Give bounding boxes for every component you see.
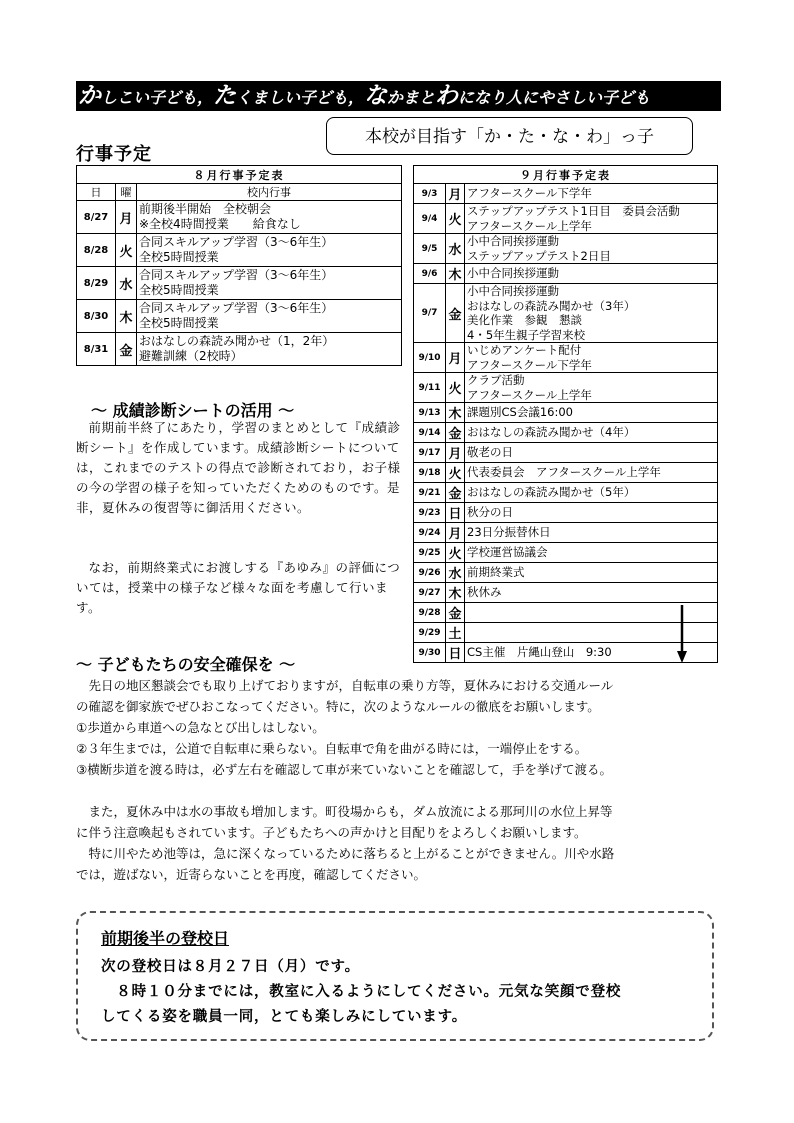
event-cell: [465, 343, 718, 373]
table-row: [414, 543, 718, 563]
event-line: 美化作業 参観 懇談: [467, 313, 582, 327]
event-line: ※全校4時間授業 給食なし: [139, 217, 301, 231]
safety-line: ①歩道から車道への急なとび出しはしない。: [76, 720, 325, 735]
event-line: 全校5時間授業: [139, 316, 219, 330]
event-date: 8/30: [77, 300, 116, 333]
school-slogan-banner: [76, 81, 721, 111]
safety-line: に伴う注意喚起もされています。子どもたちへの声かけと目配りをよろしくお願いします。: [76, 825, 587, 840]
event-cell: [137, 201, 402, 234]
event-weekday: 水: [116, 267, 137, 300]
event-weekday: 水: [446, 563, 465, 583]
event-line: CS主催 片縄山登山 9:30: [467, 645, 612, 660]
event-line: 秋分の日: [467, 505, 513, 520]
event-cell: [465, 523, 718, 543]
event-date: 9/29: [414, 623, 446, 643]
event-line: 小中合同挨拶運動: [467, 234, 559, 248]
slogan-segment: になり人にやさしい子ども: [458, 88, 651, 107]
event-date: 9/30: [414, 643, 446, 663]
event-cell: [465, 563, 718, 583]
table-row: [77, 300, 402, 333]
section-title-grade-sheet: ～ 成績診断シートの活用 ～: [91, 401, 295, 420]
slogan-segment: な: [364, 83, 388, 109]
august-table-caption: ８月行事予定表: [77, 166, 402, 184]
table-row: [77, 267, 402, 300]
safety-line: ②３年生までは，公道で自転車に乗らない。自転車で角を曲がる時には，一端停止をする。: [76, 741, 588, 756]
event-line: 合同スキルアップ学習（3～6年生）: [139, 235, 334, 249]
event-line: 合同スキルアップ学習（3～6年生）: [139, 301, 334, 315]
table-row: [77, 234, 402, 267]
event-line: いじめアンケート配付: [467, 343, 582, 357]
event-line: ステップアップテスト1日目 委員会活動: [467, 204, 680, 218]
event-cell: [465, 204, 718, 234]
table-row: [414, 373, 718, 403]
event-date: 8/29: [77, 267, 116, 300]
event-weekday: 木: [446, 583, 465, 603]
safety-line: ③横断歩道を渡る時は，必ず左右を確認して車が来ていないことを確認して，手を挙げて渡る。: [76, 762, 612, 777]
event-weekday: 金: [446, 284, 465, 343]
table-row: [414, 234, 718, 264]
event-line: おはなしの森読み聞かせ（4年）: [467, 425, 636, 440]
event-line: 合同スキルアップ学習（3～6年生）: [139, 268, 334, 282]
event-date: 9/7: [414, 284, 446, 343]
event-date: 9/25: [414, 543, 446, 563]
event-date: 9/6: [414, 264, 446, 284]
event-weekday: 日: [446, 643, 465, 663]
event-date: 9/28: [414, 603, 446, 623]
event-weekday: 火: [446, 543, 465, 563]
event-line: 全校5時間授業: [139, 283, 219, 297]
table-row: [414, 284, 718, 343]
event-line: 代表委員会 アフタースクール上学年: [467, 465, 661, 480]
event-date: 9/10: [414, 343, 446, 373]
event-date: 9/14: [414, 423, 446, 443]
table-row: [414, 463, 718, 483]
event-date: 8/28: [77, 234, 116, 267]
event-line: 前期後半開始 全校朝会: [139, 202, 272, 216]
event-line: アフタースクール上学年: [467, 218, 592, 233]
table-header: 曜: [116, 184, 137, 201]
event-date: 8/31: [77, 333, 116, 366]
event-cell: [137, 333, 402, 366]
table-row: [414, 483, 718, 503]
school-motto-box: 本校が目指す「か・た・な・わ」っ子: [326, 117, 693, 155]
event-weekday: 月: [446, 343, 465, 373]
event-cell: [465, 284, 718, 343]
event-weekday: 火: [116, 234, 137, 267]
table-row: [414, 264, 718, 284]
event-line: 秋休み: [467, 585, 502, 600]
notice-title: 前期後半の登校日: [101, 929, 230, 948]
event-cell: [465, 423, 718, 443]
event-date: 9/17: [414, 443, 446, 463]
table-row: [414, 443, 718, 463]
schedule-heading: 行事予定: [76, 144, 152, 165]
event-weekday: 金: [446, 603, 465, 623]
event-line: 小中合同挨拶運動: [467, 284, 559, 298]
event-line: 小中合同挨拶運動: [467, 266, 559, 281]
event-weekday: 月: [116, 201, 137, 234]
table-row: [414, 403, 718, 423]
event-line: 4・5年生親子学習来校: [467, 327, 586, 342]
table-row: [414, 204, 718, 234]
event-line: 学校運営協議会: [467, 545, 548, 560]
event-weekday: 火: [446, 463, 465, 483]
event-date: 9/26: [414, 563, 446, 583]
event-weekday: 木: [446, 264, 465, 284]
event-weekday: 月: [446, 523, 465, 543]
event-date: 9/5: [414, 234, 446, 264]
event-cell: [465, 583, 718, 603]
event-cell: [465, 543, 718, 563]
event-line: おはなしの森読み聞かせ（5年）: [467, 485, 636, 500]
event-cell: [465, 463, 718, 483]
table-row: [414, 603, 718, 623]
slogan-segment: くましい子ども，: [236, 88, 365, 107]
table-row: [77, 201, 402, 234]
notice-line: 次の登校日は８月２７日（月）です。: [101, 959, 360, 975]
event-date: 9/24: [414, 523, 446, 543]
event-date: 8/27: [77, 201, 116, 234]
table-row: [414, 643, 718, 663]
safety-text: [76, 676, 726, 886]
table-row: [414, 563, 718, 583]
event-line: 全校5時間授業: [139, 250, 219, 264]
event-date: 9/18: [414, 463, 446, 483]
table-row: [414, 583, 718, 603]
table-row: [414, 184, 718, 204]
table-header: 日: [77, 184, 116, 201]
event-cell: [465, 373, 718, 403]
safety-line: 先日の地区懇談会でも取り上げておりますが，自転車の乗り方等，夏休みにおける交通ルール: [76, 678, 614, 693]
event-date: 9/3: [414, 184, 446, 204]
event-weekday: 日: [446, 503, 465, 523]
event-weekday: 金: [116, 333, 137, 366]
event-cell: [465, 184, 718, 204]
grade-sheet-paragraph-1: 前期前半終了にあたり，学習のまとめとして『成績診断シート』を作成しています。成績診断シートについては，これまでのテストの得点で診断されており，お子様の今の学習の様子を知っていただくためのものです。是非，夏休みの復習等に御活用ください。: [76, 420, 401, 515]
event-cell: [137, 234, 402, 267]
section-title-safety: ～ 子どもたちの安全確保を ～: [76, 655, 296, 674]
event-weekday: 木: [116, 300, 137, 333]
event-date: 9/23: [414, 503, 446, 523]
september-table-caption: ９月行事予定表: [414, 166, 718, 184]
event-line: 前期終業式: [467, 565, 525, 580]
event-line: 避難訓練（2校時）: [139, 349, 243, 363]
slogan-segment: た: [213, 83, 237, 109]
safety-line: の確認を御家族でぜひおこなってください。特に，次のようなルールの徹底をお願いします。: [76, 699, 600, 714]
down-arrow-icon: [677, 605, 687, 663]
event-weekday: 火: [446, 204, 465, 234]
table-row: [414, 523, 718, 543]
event-line: 敬老の日: [467, 445, 513, 460]
event-weekday: 金: [446, 423, 465, 443]
event-cell: [465, 443, 718, 463]
event-weekday: 火: [446, 373, 465, 403]
slogan-segment: わ: [435, 83, 459, 109]
table-header: 校内行事: [137, 184, 402, 201]
event-date: 9/21: [414, 483, 446, 503]
notice-line: してくる姿を職員一同，とても楽しみにしています。: [101, 1009, 468, 1025]
table-row: [414, 423, 718, 443]
notice-body: [101, 955, 711, 1030]
table-row: [77, 333, 402, 366]
event-date: 9/11: [414, 373, 446, 403]
event-cell: [465, 403, 718, 423]
safety-line: また，夏休み中は水の事故も増加します。町役場からも，ダム放流による那珂川の水位上昇等: [76, 804, 613, 819]
event-cell: [465, 234, 718, 264]
event-cell: [137, 267, 402, 300]
event-line: アフタースクール上学年: [467, 387, 592, 402]
safety-line: [76, 781, 726, 802]
event-line: おはなしの森読み聞かせ（3年）: [467, 298, 636, 313]
event-cell: [465, 503, 718, 523]
table-row: [414, 503, 718, 523]
event-line: ステップアップテスト2日目: [467, 248, 611, 263]
grade-sheet-paragraph-2: なお，前期終業式にお渡しする『あゆみ』の評価については，授業中の様子など様々な面を考慮して行います。: [76, 560, 401, 615]
event-line: 23日分振替休日: [467, 525, 551, 540]
table-row: [414, 343, 718, 373]
event-line: おはなしの森読み聞かせ（1，2年）: [139, 334, 335, 348]
event-weekday: 月: [446, 184, 465, 204]
event-weekday: 土: [446, 623, 465, 643]
event-line: 課題別CS会議16:00: [467, 405, 573, 420]
event-cell: [465, 264, 718, 284]
august-schedule-table: [76, 165, 402, 366]
event-date: 9/4: [414, 204, 446, 234]
september-schedule-table: [413, 165, 718, 663]
safety-line: では，遊ばない，近寄らないことを再度，確認してください。: [76, 867, 427, 882]
slogan-segment: しこい子ども，: [101, 88, 214, 107]
event-date: 9/13: [414, 403, 446, 423]
event-line: アフタースクール下学年: [467, 186, 592, 201]
event-cell: [137, 300, 402, 333]
slogan-segment: か: [78, 83, 101, 109]
event-weekday: 金: [446, 483, 465, 503]
safety-line: 特に川やため池等は，急に深くなっているために落ちると上がることができません。川や水路: [76, 846, 615, 861]
table-row: [414, 623, 718, 643]
event-date: 9/27: [414, 583, 446, 603]
event-weekday: 木: [446, 403, 465, 423]
notice-line: ８時１０分までには，教室に入るようにしてください。元気な笑顔で登校: [101, 984, 622, 1000]
slogan-segment: かまと: [387, 88, 436, 107]
event-line: クラブ活動: [467, 373, 525, 387]
event-line: アフタースクール下学年: [467, 357, 592, 372]
event-weekday: 水: [446, 234, 465, 264]
event-cell: [465, 483, 718, 503]
event-weekday: 月: [446, 443, 465, 463]
